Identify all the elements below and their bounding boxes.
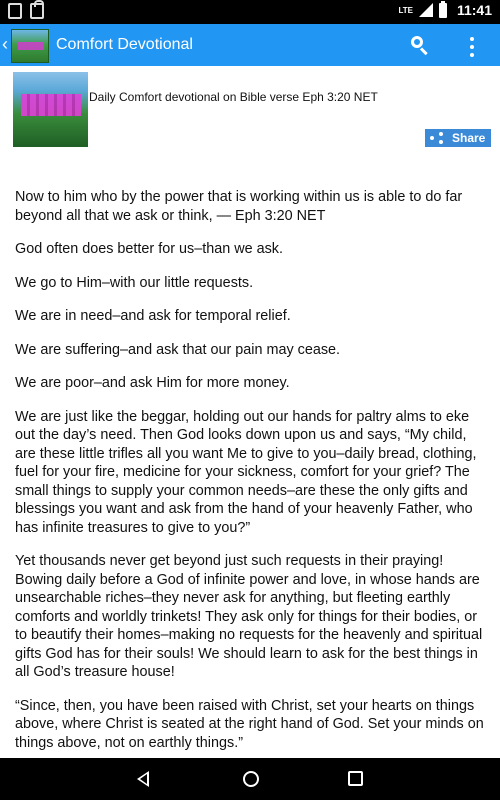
system-nav-bar [0,758,500,800]
share-icon [430,132,444,144]
share-button[interactable] [425,129,491,147]
app-bar [0,24,500,66]
article-paragraph: Yet thousands never get beyond just such requests in their praying! Bowing daily before a God of infinite power and love, in whose hands are unsearchable riches–they never ask for anything, but fleeting earthly comforts and worldly trinkets! They ask only for things for their bodies, or to beautify their homes–making no requests for the heavenly and spiritual gifts God has for their souls! We should learn to ask for the best things in all God’s treasure house! [15,553,483,680]
article-paragraph: We are suffering–and ask that our pain may cease. [15,341,341,358]
signal-icon [419,3,433,17]
article-paragraph: God often does better for us–than we ask. [15,241,283,257]
status-notifications [8,3,44,19]
nav-home-icon[interactable] [243,771,259,787]
devotional-article [15,188,489,767]
devotional-header-title: Daily Comfort devotional on Bible verse Eph 3:20 NET [89,90,378,104]
app-logo[interactable] [11,29,49,63]
more-vert-icon[interactable] [470,37,476,57]
nav-recents-icon[interactable] [348,771,363,786]
image-icon [8,3,22,19]
nav-back-icon[interactable] [137,771,149,787]
article-paragraph: We are in need–and ask for temporal relief. [15,308,291,324]
status-time: 11:41 [456,2,492,18]
network-type: LTE [398,5,413,15]
back-icon[interactable]: ‹ [2,34,8,54]
article-paragraph: We go to Him–with our little requests. [15,274,254,291]
battery-icon [439,3,447,18]
article-paragraph: “Since, then, you have been raised with Christ, set your hearts on things above, where Christ is seated at the right hand of God. Set your minds on things above, not on earthly things.” [15,697,484,751]
devotional-thumbnail [13,72,88,147]
app-title: Comfort Devotional [56,36,193,53]
status-system [398,2,492,18]
article-paragraph: We are just like the beggar, holding out our hands for paltry alms to eke out the day’s need. Then God looks down upon us and says, “My child, are these little trifles all you want Me to give to you–daily bread, clothing, fuel for your fire, medicine for your sickness, comfort for your grief? The small things to supply your common needs–are these the only gifts and blessings you want and ask from the hand of your heavenly Father, who has infinite treasures to give to you?” [15,408,477,536]
article-paragraph: We are poor–and ask Him for more money. [15,375,290,391]
share-button-label: Share [452,131,486,145]
status-bar [0,0,500,24]
article-paragraph: Now to him who by the power that is working within us is able to do far beyond all that we ask or think, — Eph 3:20 NET [15,189,463,224]
search-icon[interactable] [411,36,429,54]
bag-icon [30,3,44,19]
